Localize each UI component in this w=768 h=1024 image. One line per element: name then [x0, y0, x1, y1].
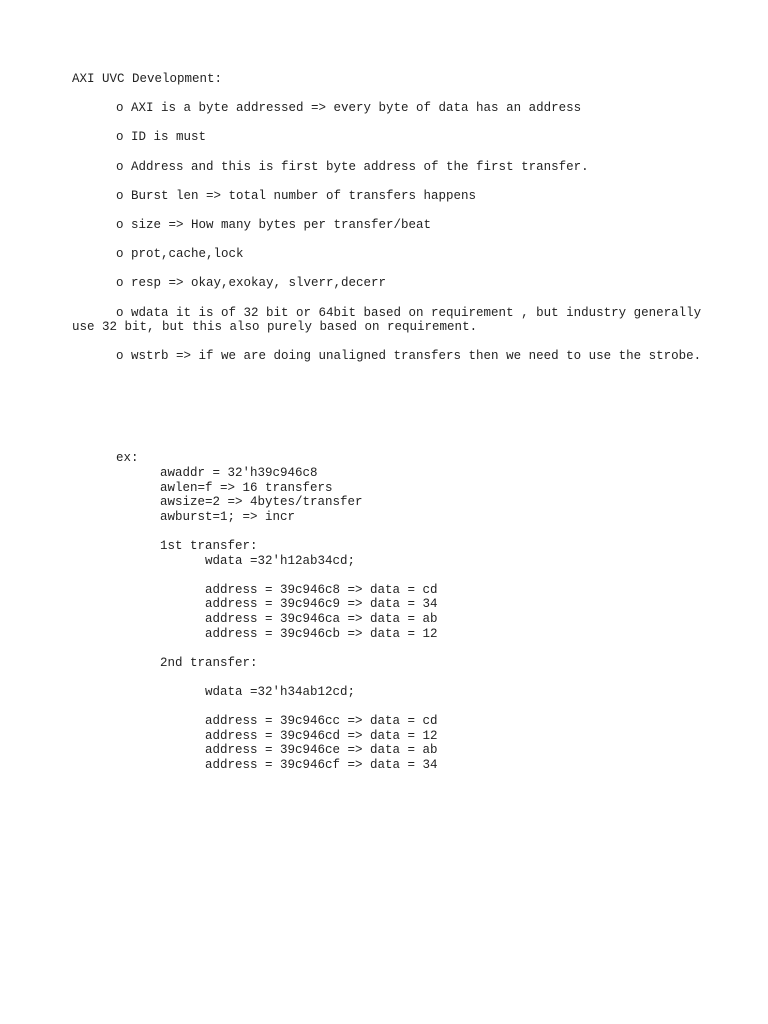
spacer [72, 378, 712, 451]
address-line: address = 39c946cd => data = 12 [205, 728, 438, 743]
bullet-item: o wdata it is of 32 bit or 64bit based on requirement , but industry generally use 32 bit, but this also purely based on requirement. [72, 305, 709, 335]
spacer [72, 524, 712, 539]
address-line: address = 39c946ce => data = ab [205, 743, 438, 758]
spacer [72, 641, 712, 656]
example-param: awsize=2 => 4bytes/transfer [160, 495, 363, 510]
transfer-label: 2nd transfer: [160, 655, 258, 670]
spacer [72, 670, 712, 685]
transfer-wdata: wdata =32'h34ab12cd; [205, 684, 356, 699]
document-body [72, 72, 712, 773]
bullet-item: o Address and this is first byte address of the first transfer. [116, 159, 589, 174]
spacer [72, 568, 712, 583]
document-title: AXI UVC Development: [72, 72, 223, 86]
bullet-item: o prot,cache,lock [116, 247, 244, 262]
address-line: address = 39c946cf => data = 34 [205, 757, 438, 772]
transfer-wdata: wdata =32'h12ab34cd; [205, 553, 356, 568]
transfer-label: 1st transfer: [160, 539, 258, 554]
address-line: address = 39c946c8 => data = cd [205, 582, 438, 597]
spacer [72, 700, 712, 715]
address-line: address = 39c946ca => data = ab [205, 612, 438, 626]
example-param: awburst=1; => incr [160, 509, 296, 524]
address-line: address = 39c946cb => data = 12 [205, 626, 438, 641]
bullet-item: o Burst len => total number of transfers happens [116, 188, 477, 203]
bullet-item: o wstrb => if we are doing unaligned transfers then we need to use the strobe. [116, 349, 702, 364]
example-label: ex: [116, 451, 139, 466]
address-line: address = 39c946c9 => data = 34 [205, 597, 438, 612]
bullet-item: o resp => okay,exokay, slverr,decerr [116, 276, 387, 291]
bullet-item: o AXI is a byte addressed => every byte of data has an address [116, 101, 582, 116]
bullet-item: o size => How many bytes per transfer/beat [116, 217, 432, 232]
example-param: awaddr = 32'h39c946c8 [160, 466, 318, 481]
bullet-item: o ID is must [116, 130, 207, 145]
bullet-list [72, 101, 712, 364]
address-line: address = 39c946cc => data = cd [205, 714, 438, 729]
transfer-block [72, 539, 712, 641]
example-section [72, 451, 712, 772]
example-param: awlen=f => 16 transfers [160, 480, 333, 495]
transfer-block [72, 656, 712, 773]
